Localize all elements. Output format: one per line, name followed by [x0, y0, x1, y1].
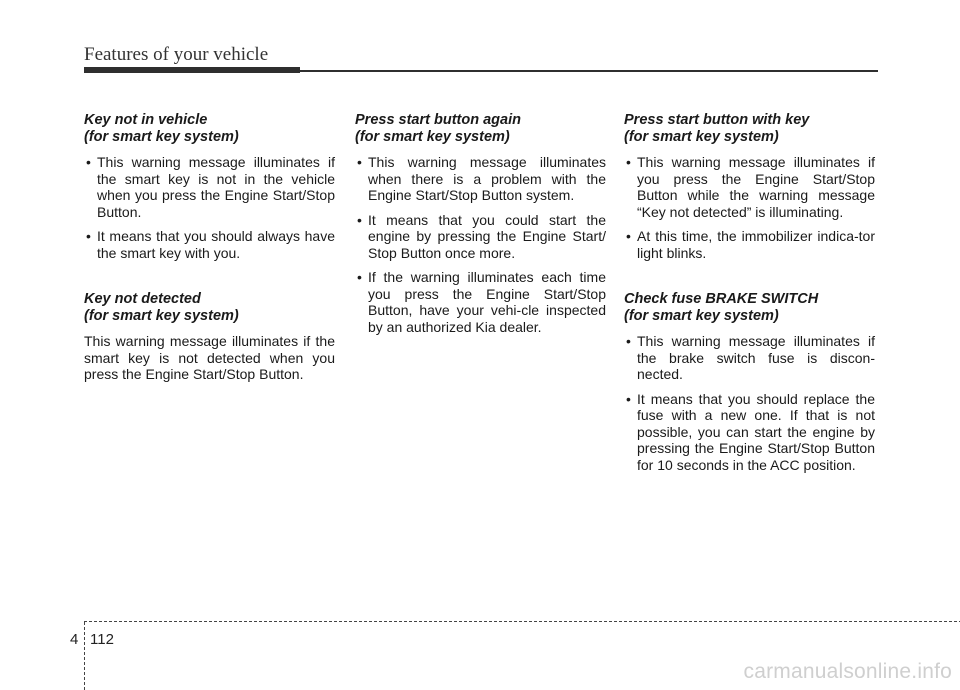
section-title-line2: (for smart key system) — [624, 308, 779, 324]
section-title-line1: Press start button with key — [624, 112, 810, 128]
bullet-item: • This warning message illuminates if the smart key is not in the vehicle when you press the Engine Start/Stop Button. — [84, 154, 335, 220]
bullet-item: • It means that you could start the engine by pressing the Engine Start/ Stop Button once more. — [355, 212, 606, 262]
section-title-line1: Key not detected — [84, 291, 201, 307]
bullet-item: • If the warning illuminates each time you press the Engine Start/Stop Button, have your vehi-cle inspected by an authorized Kia dealer. — [355, 269, 606, 335]
bullet-item: • This warning message illuminates when there is a problem with the Engine Start/Stop Button system. — [355, 154, 606, 204]
bullet-item: • It means that you should always have the smart key with you. — [84, 228, 335, 261]
column-1 — [84, 112, 335, 383]
section-title-line2: (for smart key system) — [624, 129, 779, 145]
bullet-item: • This warning message illuminates if you press the Engine Start/Stop Button while the warning message “Key not detected” is illuminating. — [624, 154, 875, 220]
section-title-line2: (for smart key system) — [84, 308, 239, 324]
bullet-list — [624, 154, 875, 261]
footer-divider — [84, 622, 85, 690]
section-title-line2: (for smart key system) — [355, 129, 510, 145]
bullet-list — [355, 154, 606, 335]
bullet-item: • This warning message illuminates if the brake switch fuse is discon-nected. — [624, 333, 875, 383]
chapter-number: 4 — [70, 631, 79, 648]
header-rule-thick — [84, 67, 300, 73]
section-title-line1: Key not in vehicle — [84, 112, 208, 128]
page-header-title: Features of your vehicle — [84, 44, 269, 65]
section-title-line2: (for smart key system) — [84, 129, 239, 145]
section-title — [84, 112, 335, 146]
bullet-item: • It means that you should replace the fuse with a new one. If that is not possible, you can start the engine by pressing the Engine Start/Stop Button for 10 seconds in the ACC position. — [624, 391, 875, 474]
section-title — [624, 112, 875, 146]
bullet-list — [624, 333, 875, 473]
section-title-line1: Check fuse BRAKE SWITCH — [624, 291, 819, 307]
section-title — [624, 291, 875, 325]
bullet-list — [84, 154, 335, 261]
page-number: 112 — [90, 631, 114, 648]
section-title-line1: Press start button again — [355, 112, 521, 128]
header-rule-thin — [300, 70, 878, 72]
watermark-text: carmanualsonline.info — [743, 660, 952, 683]
section-title — [355, 112, 606, 146]
section-title — [84, 291, 335, 325]
section-paragraph: This warning message illuminates if the smart key is not detected when you press the Engine Start/Stop Button. — [84, 333, 335, 382]
bullet-item: • At this time, the immobilizer indica-tor light blinks. — [624, 228, 875, 261]
column-3 — [624, 112, 875, 481]
footer-rule — [84, 621, 960, 622]
column-2 — [355, 112, 606, 343]
